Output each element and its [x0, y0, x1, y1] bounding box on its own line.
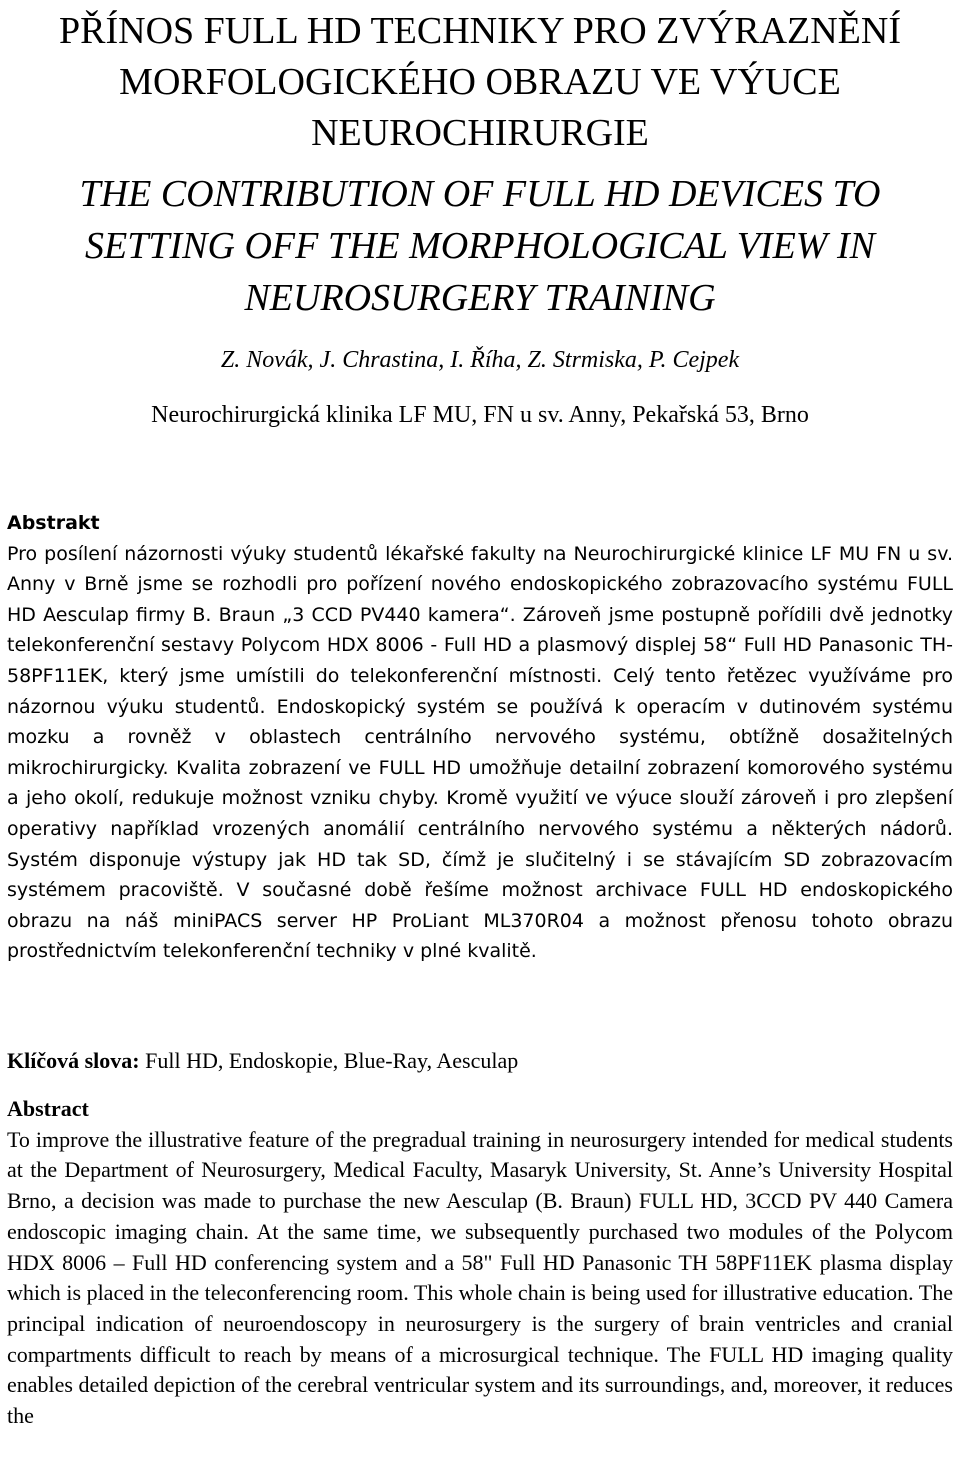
affiliation: Neurochirurgická klinika LF MU, FN u sv. Anny, Pekařská 53, Brno: [151, 402, 809, 428]
keywords-label: Klíčová slova:: [7, 1048, 140, 1073]
abstrakt-section: [7, 508, 953, 967]
keywords-line: [7, 1046, 953, 1076]
title-czech: PŘÍNOS FULL HD TECHNIKY PRO ZVÝRAZNĚNÍ MORFOLOGICKÉHO OBRAZU VE VÝUCE NEUROCHIRURGIE: [59, 10, 901, 154]
abstract-section: [7, 1094, 953, 1432]
abstract-text: To improve the illustrative feature of the pregradual training in neurosurgery intended for medical students at the Department of Neurosurgery, Medical Faculty, Masaryk University, St. Anne’s University Hospital Brno, a decision was made to purchase the new Aesculap (B. Braun) FULL HD, 3CCD PV 440 Camera endoscopic imaging chain. At the same time, we subsequently purchased two modules of the Polycom HDX 8006 – Full HD conferencing system and a 58" Full HD Panasonic TH 58PF11EK plasma display which is placed in the teleconferencing room. This whole chain is being used for illustrative education. The principal indication of neuroendoscopy in neurosurgery is the surgery of brain ventricles and cranial compartments difficult to reach by means of a microsurgical technique. The FULL HD imaging quality enables detailed depiction of the cerebral ventricular system and its surroundings, and, moreover, it reduces the: [7, 1126, 953, 1429]
abstrakt-heading: Abstrakt: [7, 512, 100, 534]
abstract-heading: Abstract: [7, 1096, 89, 1121]
authors: Z. Novák, J. Chrastina, I. Říha, Z. Strmiska, P. Cejpek: [220, 347, 740, 373]
abstrakt-text: Pro posílení názornosti výuky studentů lékařské fakulty na Neurochirurgické klinice LF MU FN u sv. Anny v Brně jsme se rozhodli pro pořízení nového endoskopického zobrazovacího systému FULL HD Aesculap firmy B. Braun „3 CCD PV440 kamera“. Zároveň jsme postupně pořídili dvě jednotky telekonferenční sestavy Polycom HDX 8006 - Full HD a plasmový displej 58“ Full HD Panasonic TH-58PF11EK, který jsme umístili do telekonferenční místnosti. Celý tento řetězec využíváme pro názornou výuku studentů. Endoskopický systém se používá k operacím v dutinovém systému mozku a rovněž v oblastech centrálního nervového systému, obtížně dosažitelných mikrochirurgicky. Kvalita zobrazení ve FULL HD umožňuje detailní zobrazení komorového systému a jeho okolí, redukuje možnost vzniku chyby. Kromě využití ve výuce slouží zároveň i pro zlepšení operativy například vrozených anomálií centrálního nervového systému a některých nádorů. Systém disponuje výstupy jak HD tak SD, čímž je slučitelný i se stávajícím SD zobrazovacím systémem pracoviště. V současné době řešíme možnost archivace FULL HD endoskopického obrazu na náš miniPACS server HP ProLiant ML370R04 a možnost přenosu tohoto obrazu prostřednictvím telekonferenční techniky v plné kvalitě.: [7, 542, 953, 963]
title-english: THE CONTRIBUTION OF FULL HD DEVICES TO SETTING OFF THE MORPHOLOGICAL VIEW IN NEUROSURGERY TRAINING: [79, 173, 881, 319]
keywords-text: Full HD, Endoskopie, Blue-Ray, Aesculap: [139, 1048, 519, 1073]
